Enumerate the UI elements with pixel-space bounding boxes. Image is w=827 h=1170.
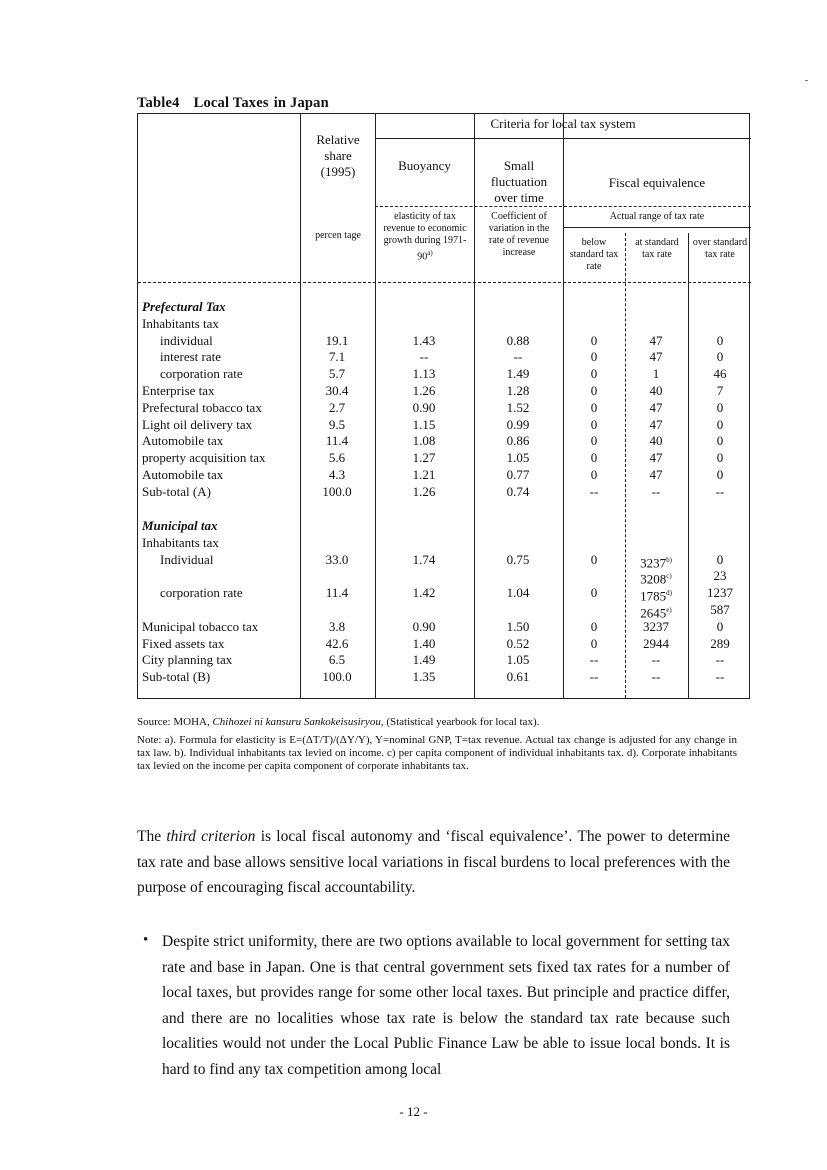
prefectural-cell-value: 1.43	[412, 332, 436, 348]
prefectural-cell-over	[680, 333, 760, 350]
relative-share-header: Relative share (1995)	[316, 132, 360, 179]
paragraph-pre: The	[137, 828, 167, 845]
prefectural-cell-buoy	[384, 433, 464, 450]
municipal-cell-value: 0.52	[506, 635, 530, 651]
prefectural-cell-share	[297, 366, 377, 383]
municipal-row-label: City planning tax	[142, 652, 233, 668]
municipal-section-title: Municipal tax	[142, 518, 218, 533]
prefectural-cell-value: 46	[713, 366, 727, 382]
prefectural-cell-value: 47	[649, 349, 663, 365]
prefectural-cell-value: 47	[649, 416, 663, 432]
row-divider	[375, 206, 751, 207]
prefectural-cell-over	[680, 450, 760, 467]
municipal-cell-value: 587	[710, 602, 730, 617]
municipal-cell-value: 2645	[640, 605, 667, 621]
prefectural-cell-value: 0	[590, 433, 598, 449]
municipal-cell-over	[680, 636, 760, 653]
bullet-paragraph: Despite strict uniformity, there are two options available to local government for setting tax rate and base in Japan. One is that central government sets fixed tax rates for a number of local taxes, but provides range for some other local taxes. But principle and practice differ, and there are no localities whose tax rate is below the standard tax rate because such localities would not under the Local Public Finance Law be able to issue local bonds. It is hard to find any tax competition among local	[162, 933, 730, 1078]
footnote-marker: d)	[666, 589, 672, 598]
prefectural-cell-value: 4.3	[328, 467, 346, 482]
municipal-cell-value: --	[651, 669, 661, 685]
prefectural-cell-value: 1.13	[412, 366, 436, 382]
prefectural-cell-share	[297, 433, 377, 450]
municipal-cell-value: 33.0	[325, 551, 349, 567]
prefectural-cell-over	[680, 349, 760, 366]
municipal-cell-buoy	[384, 552, 464, 569]
municipal-cell-over	[680, 552, 760, 569]
prefectural-cell-value: 0	[590, 349, 598, 365]
prefectural-row-label: Enterprise tax	[142, 383, 215, 398]
prefectural-cell-buoy	[384, 484, 464, 501]
prefectural-cell-over	[680, 484, 760, 501]
municipal-cell-share	[297, 669, 377, 686]
prefectural-cell-over	[680, 400, 760, 417]
municipal-cell-value: 0	[590, 618, 598, 634]
municipal-cell-value: 3208	[640, 571, 667, 587]
prefectural-cell-value: 0	[590, 416, 598, 432]
paragraph-emphasis: third criterion	[166, 828, 256, 845]
municipal-cell-value: 3237	[643, 618, 669, 634]
prefectural-cell-value: 100.0	[322, 483, 352, 499]
prefectural-cell-value: 2.7	[328, 399, 346, 415]
prefectural-cell-buoy	[384, 349, 464, 366]
municipal-cell-over	[680, 669, 760, 686]
municipal-cell-share	[297, 619, 377, 636]
prefectural-cell-value: 7	[716, 383, 724, 398]
municipal-row-label: Fixed assets tax	[142, 635, 225, 651]
municipal-cell-share	[297, 652, 377, 669]
coefficient-header: Coefficient of variation in the rate of revenue increase	[488, 211, 550, 258]
prefectural-cell-buoy	[384, 450, 464, 467]
local-taxes-table	[137, 113, 750, 699]
fiscal-equivalence-header: Fiscal equivalence	[608, 175, 706, 190]
prefectural-cell-value: 47	[649, 450, 663, 466]
prefectural-cell-value: 0	[590, 467, 598, 482]
table-caption-text: Local Taxes	[193, 95, 269, 111]
prefectural-cell-value: 1.26	[412, 383, 436, 398]
prefectural-row-label: corporation rate	[160, 366, 243, 382]
prefectural-cell-over	[680, 417, 760, 434]
municipal-cell-value: 0	[590, 551, 598, 567]
prefectural-cell-value: 0	[716, 450, 724, 466]
footnote-marker: c)	[666, 572, 672, 581]
prefectural-row-label: Inhabitants tax	[142, 315, 219, 331]
prefectural-cell-over	[680, 383, 760, 400]
municipal-cell-value: 3.8	[328, 618, 346, 634]
municipal-cell-value: 0.61	[506, 669, 530, 685]
prefectural-cell-value: 0	[590, 366, 598, 382]
table-caption-text-2: in Japan	[273, 95, 329, 111]
prefectural-row-label: Sub-total (A)	[142, 483, 211, 499]
municipal-cell-value: 1.40	[412, 635, 436, 651]
municipal-cell-buoy	[384, 669, 464, 686]
over-standard-header: over standard tax rate	[692, 237, 748, 260]
prefectural-cell-value: 47	[649, 399, 663, 415]
percentage-header: percen tage	[315, 230, 361, 241]
municipal-row-label: Municipal tobacco tax	[142, 618, 259, 634]
municipal-cell-value: 23	[713, 568, 727, 584]
municipal-cell-value: 0.90	[412, 618, 436, 634]
municipal-cell-coef	[478, 636, 558, 653]
municipal-cell-buoy	[384, 585, 464, 602]
table-caption	[137, 95, 329, 112]
municipal-cell-value: 0	[590, 585, 598, 601]
row-divider	[563, 227, 751, 228]
actual-range-header: Actual range of tax rate	[609, 211, 705, 222]
municipal-cell-value: 2944	[643, 635, 669, 651]
prefectural-cell-value: 1.52	[506, 399, 530, 415]
prefectural-cell-value: --	[419, 349, 429, 365]
col-divider	[474, 114, 475, 698]
source-suffix: (Statistical yearbook for local tax).	[383, 716, 540, 728]
prefectural-cell-value: 11.4	[325, 433, 349, 449]
prefectural-row-label: property acquisition tax	[142, 450, 266, 466]
prefectural-cell-value: 0.77	[506, 467, 530, 482]
prefectural-cell-share	[297, 484, 377, 501]
prefectural-cell-value: --	[651, 483, 661, 499]
prefectural-cell-share	[297, 417, 377, 434]
municipal-cell-value: 0	[590, 635, 598, 651]
municipal-cell-buoy	[384, 619, 464, 636]
municipal-cell-share	[297, 585, 377, 602]
municipal-cell-coef	[478, 552, 558, 569]
prefectural-row-label: Automobile tax	[142, 433, 224, 449]
prefectural-cell-value: 0.99	[506, 416, 530, 432]
municipal-cell-value: 1.42	[412, 585, 436, 601]
prefectural-row-label: individual	[160, 332, 213, 348]
prefectural-cell-buoy	[384, 467, 464, 484]
prefectural-cell-value: 0	[590, 383, 598, 398]
municipal-cell-value: --	[589, 669, 599, 685]
municipal-cell-value: 42.6	[325, 635, 349, 651]
prefectural-cell-value: 1.49	[506, 366, 530, 382]
municipal-cell-value: 100.0	[322, 669, 352, 685]
prefectural-cell-share	[297, 450, 377, 467]
prefectural-cell-value: 0.88	[506, 332, 530, 348]
prefectural-row-label: Light oil delivery tax	[142, 416, 253, 432]
table-note: Note: a). Formula for elasticity is E=(ΔT/T)/(ΔY/Y), Y=nominal GNP, T=tax revenue. Actual tax change is adjusted for any change in tax law. b). Individual inhabitants tax levied on income. c) per capita component of individual inhabitants tax. d). Corporate inhabitants tax levied on the income per capita component of corporate inhabitants tax.	[137, 734, 737, 772]
prefectural-cell-over	[680, 433, 760, 450]
prefectural-cell-value: 0	[590, 399, 598, 415]
prefectural-cell-value: 47	[649, 467, 663, 482]
footnote-marker: b)	[666, 555, 672, 564]
municipal-cell-over	[680, 568, 760, 585]
source-line	[137, 716, 737, 729]
prefectural-cell-share	[297, 333, 377, 350]
municipal-cell-buoy	[384, 652, 464, 669]
municipal-cell-value: 1785	[640, 588, 667, 604]
prefectural-cell-coef	[478, 333, 558, 350]
prefectural-cell-over	[680, 467, 760, 484]
prefectural-cell-share	[297, 383, 377, 400]
prefectural-cell-value: 0.74	[506, 483, 530, 499]
prefectural-cell-value: 0	[590, 450, 598, 466]
municipal-cell-over	[680, 585, 760, 602]
prefectural-cell-value: 0	[716, 467, 724, 482]
prefectural-cell-value: --	[589, 483, 599, 499]
municipal-cell-coef	[478, 619, 558, 636]
prefectural-cell-value: 40	[649, 383, 663, 398]
page-number: - 12 -	[399, 1104, 428, 1119]
row-divider	[375, 138, 751, 139]
prefectural-cell-value: 0	[716, 349, 724, 365]
municipal-cell-share	[297, 552, 377, 569]
municipal-cell-coef	[478, 652, 558, 669]
table-caption-label: Table4	[137, 95, 180, 111]
prefectural-cell-buoy	[384, 383, 464, 400]
municipal-cell-value: --	[589, 652, 599, 668]
footnote-marker: e)	[666, 606, 672, 614]
municipal-cell-buoy	[384, 636, 464, 653]
prefectural-cell-coef	[478, 450, 558, 467]
prefectural-cell-value: 19.1	[325, 332, 349, 348]
prefectural-cell-value: 0.86	[506, 433, 530, 449]
buoyancy-header: Buoyancy	[398, 158, 451, 173]
elasticity-header-text: elasticity of tax revenue to economic growth during 1971-90	[383, 211, 467, 263]
bullet-marker: •	[143, 932, 149, 948]
municipal-row-label: Individual	[160, 551, 214, 567]
prefectural-cell-value: 1.21	[412, 467, 436, 482]
prefectural-cell-value: 1.28	[506, 383, 530, 398]
prefectural-cell-value: 5.6	[328, 450, 346, 466]
paragraph-post: is local fiscal autonomy and ‘fiscal equivalence’. The power to determine tax rate and base allows sensitive local variations in fiscal burdens to local preferences with the purpose of encouraging fiscal accountability.	[137, 828, 730, 896]
prefectural-cell-buoy	[384, 366, 464, 383]
row-divider	[138, 282, 751, 283]
prefectural-section-title: Prefectural Tax	[142, 299, 226, 314]
municipal-row-label: Sub-total (B)	[142, 669, 211, 685]
prefectural-cell-value: 5.7	[328, 366, 346, 382]
prefectural-cell-value: 0.90	[412, 399, 436, 415]
prefectural-cell-coef	[478, 400, 558, 417]
municipal-cell-value: 289	[710, 635, 730, 651]
page-mark	[805, 80, 808, 81]
prefectural-cell-value: 1.08	[412, 433, 436, 449]
prefectural-cell-over	[680, 366, 760, 383]
prefectural-cell-value: 30.4	[325, 383, 349, 398]
municipal-cell-value: 0	[716, 551, 724, 567]
prefectural-cell-buoy	[384, 417, 464, 434]
municipal-cell-value: 3237	[640, 554, 667, 570]
source-title: Chihozei ni kansuru Sankokeisusiryou,	[212, 716, 384, 728]
municipal-cell-value: 1.05	[506, 652, 530, 668]
prefectural-cell-value: 1	[652, 366, 660, 382]
prefectural-cell-coef	[478, 417, 558, 434]
prefectural-cell-value: 40	[649, 433, 663, 449]
prefectural-cell-buoy	[384, 400, 464, 417]
prefectural-cell-coef	[478, 433, 558, 450]
prefectural-cell-coef	[478, 366, 558, 383]
at-standard-header: at standard tax rate	[635, 237, 679, 260]
prefectural-cell-value: 7.1	[328, 349, 346, 365]
elasticity-header	[383, 211, 467, 263]
criteria-header: Criteria for local tax system	[490, 116, 636, 131]
small-fluctuation-header: Small fluctuation over time	[490, 158, 548, 205]
prefectural-cell-coef	[478, 383, 558, 400]
prefectural-cell-coef	[478, 467, 558, 484]
municipal-cell-value: 0	[716, 618, 724, 634]
prefectural-cell-buoy	[384, 333, 464, 350]
municipal-cell-value: 6.5	[328, 652, 346, 668]
prefectural-cell-value: 47	[649, 332, 663, 348]
prefectural-cell-value: --	[513, 349, 523, 365]
municipal-cell-value: 11.4	[325, 585, 349, 601]
municipal-row-label: Inhabitants tax	[142, 534, 219, 550]
municipal-cell-value: 1.49	[412, 652, 436, 668]
prefectural-cell-value: 1.15	[412, 416, 436, 432]
municipal-cell-value: 0.75	[506, 551, 530, 567]
prefectural-cell-value: 9.5	[328, 416, 346, 432]
prefectural-cell-share	[297, 400, 377, 417]
prefectural-cell-value: --	[715, 483, 725, 499]
prefectural-cell-value: 0	[716, 399, 724, 415]
municipal-cell-coef	[478, 669, 558, 686]
municipal-cell-value: 1.74	[412, 551, 436, 567]
prefectural-row-label: Automobile tax	[142, 467, 224, 482]
municipal-cell-value: --	[715, 669, 725, 685]
municipal-cell-coef	[478, 585, 558, 602]
body-paragraph	[137, 824, 730, 901]
municipal-row-label: corporation rate	[160, 585, 243, 601]
municipal-cell-over	[680, 602, 760, 619]
prefectural-cell-share	[297, 349, 377, 366]
municipal-cell-value: --	[651, 652, 661, 668]
municipal-cell-value: --	[715, 652, 725, 668]
prefectural-row-label: Prefectural tobacco tax	[142, 399, 262, 415]
municipal-cell-value: 1.35	[412, 669, 436, 685]
municipal-cell-value: 1.04	[506, 585, 530, 601]
prefectural-cell-value: 0	[590, 332, 598, 348]
municipal-cell-value: 1.50	[506, 618, 530, 634]
prefectural-cell-value: 1.05	[506, 450, 530, 466]
prefectural-cell-value: 0	[716, 433, 724, 449]
municipal-cell-value: 1237	[707, 585, 733, 601]
prefectural-cell-value: 1.26	[412, 483, 436, 499]
prefectural-cell-share	[297, 467, 377, 484]
below-standard-header: below standard tax rate	[569, 237, 619, 272]
municipal-cell-over	[680, 619, 760, 636]
prefectural-cell-value: 0	[716, 416, 724, 432]
elasticity-note-marker: a)	[427, 249, 433, 257]
prefectural-cell-coef	[478, 484, 558, 501]
prefectural-cell-coef	[478, 349, 558, 366]
prefectural-row-label: interest rate	[160, 349, 221, 365]
prefectural-cell-value: 1.27	[412, 450, 436, 466]
municipal-cell-over	[680, 652, 760, 669]
municipal-cell-share	[297, 636, 377, 653]
prefectural-cell-value: 0	[716, 332, 724, 348]
source-prefix: Source: MOHA,	[137, 716, 213, 728]
